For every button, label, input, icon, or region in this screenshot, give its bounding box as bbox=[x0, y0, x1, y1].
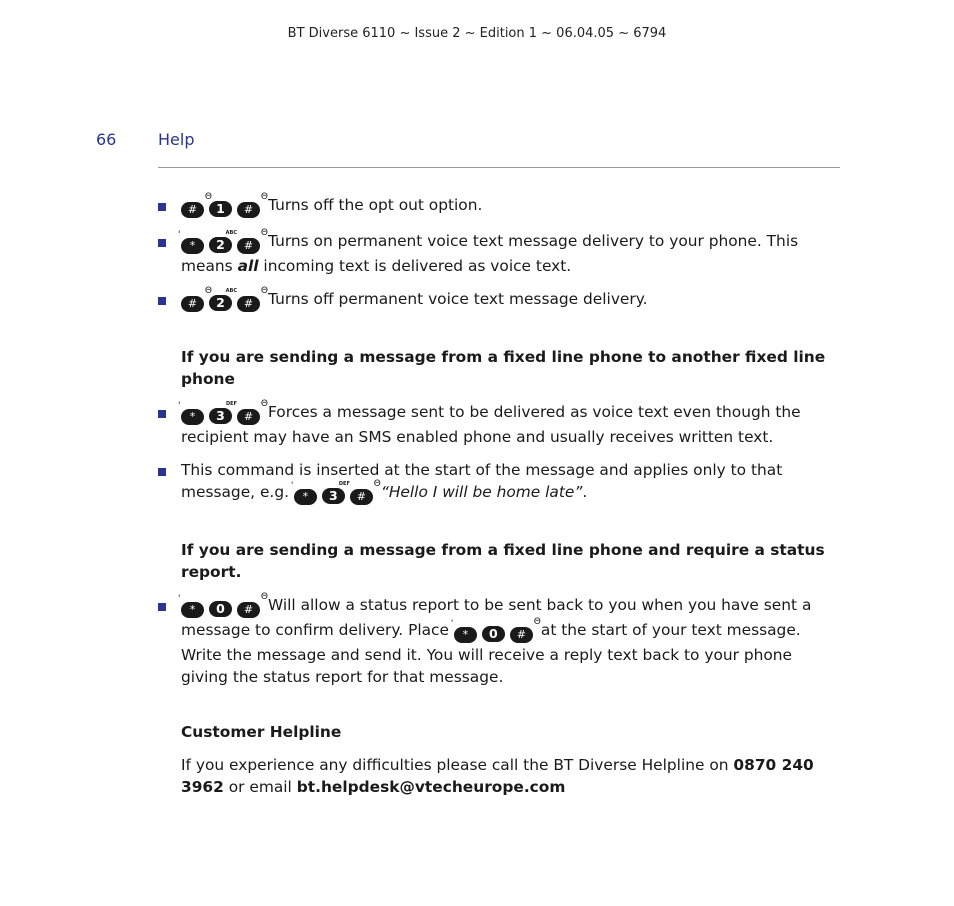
def-letters: DEF bbox=[226, 401, 237, 407]
zero-key-icon: 0 bbox=[209, 601, 232, 617]
abc-letters: ABC bbox=[225, 288, 237, 294]
bullet-text-continued: incoming text is delivered as voice text. bbox=[263, 257, 572, 275]
key-sequence bbox=[178, 228, 268, 255]
hash-key-icon: # Θ bbox=[181, 296, 204, 312]
bullet-text-continued: at the start of your text message. Write the message and send it. You will receive a reply text back to your phone giving the status report for that message. bbox=[181, 621, 801, 686]
key-sequence bbox=[290, 479, 381, 506]
key-sequence bbox=[181, 286, 268, 313]
hash-key-icon: # Θ bbox=[237, 409, 260, 425]
star-key-icon: ' * bbox=[181, 238, 204, 254]
heading-fixed-to-fixed: If you are sending a message from a fixed line phone to another fixed line phone bbox=[181, 348, 826, 388]
star-key-icon: ' * bbox=[181, 409, 204, 425]
help-content bbox=[178, 192, 843, 798]
emphasis-all: all bbox=[237, 257, 259, 275]
hash-key-icon: # Θ bbox=[510, 627, 533, 643]
key-sequence-inline bbox=[450, 617, 541, 644]
bullet-force-voice-text bbox=[178, 399, 843, 448]
star-key-icon: ' * bbox=[181, 602, 204, 618]
bullet-text: Turns on permanent voice text message delivery to your phone. This means bbox=[181, 232, 799, 275]
lock-mark-icon: Θ bbox=[204, 286, 212, 296]
one-key-icon: 1 bbox=[209, 201, 232, 217]
bullet-text: Turns off the opt out option. bbox=[268, 196, 483, 214]
lock-mark-icon: Θ bbox=[260, 286, 268, 296]
bullet-voice-text-on bbox=[178, 228, 843, 277]
bullet-command-example bbox=[181, 459, 843, 506]
star-key-icon: ' * bbox=[294, 489, 317, 505]
section-title: Help bbox=[158, 130, 195, 149]
hash-key-icon: # Θ bbox=[181, 202, 204, 218]
key-sequence bbox=[178, 592, 268, 619]
document-info-header: BT Diverse 6110 ~ Issue 2 ~ Edition 1 ~ 06.04.05 ~ 6794 bbox=[287, 26, 667, 41]
star-key-icon: ' * bbox=[454, 627, 477, 643]
two-key-icon: 2 ABC bbox=[209, 295, 232, 311]
def-letters: DEF bbox=[338, 481, 350, 487]
helpline-email: bt.helpdesk@vtecheurope.com bbox=[296, 778, 566, 796]
bullet-text: Forces a message sent to be delivered as voice text even though the recipient may have an SMS enabled phone and usually receives written text. bbox=[181, 403, 801, 446]
zero-key-icon: 0 bbox=[482, 626, 505, 642]
abc-letters: ABC bbox=[225, 230, 237, 236]
lock-mark-icon: Θ bbox=[204, 192, 212, 202]
lock-mark-icon: Θ bbox=[260, 592, 268, 602]
heading-customer-helpline: Customer Helpline bbox=[181, 723, 342, 741]
hash-key-icon: # Θ bbox=[350, 489, 373, 505]
helpline-text-continued: or email bbox=[228, 778, 292, 796]
quote-mark-icon: ' bbox=[178, 594, 181, 604]
example-message: “Hello I will be home late” bbox=[380, 483, 583, 501]
bullet-status-report bbox=[178, 592, 843, 688]
hash-key-icon: # Θ bbox=[237, 202, 260, 218]
two-key-icon: 2 ABC bbox=[209, 237, 232, 253]
helpline-text: If you experience any difficulties please call the BT Diverse Helpline on bbox=[181, 756, 729, 774]
bullet-text: This command is inserted at the start of the message and applies only to that message, e.g. bbox=[181, 461, 783, 501]
key-sequence bbox=[178, 399, 268, 426]
helpline-phone: 0870 240 3962 bbox=[181, 756, 814, 796]
quote-mark-icon: ' bbox=[178, 230, 181, 240]
lock-mark-icon: Θ bbox=[260, 228, 268, 238]
bullet-opt-out-off bbox=[181, 194, 843, 219]
quote-mark-icon: ' bbox=[178, 401, 181, 411]
hash-key-icon: # Θ bbox=[237, 296, 260, 312]
header-divider bbox=[158, 167, 840, 168]
hash-key-icon: # Θ bbox=[237, 238, 260, 254]
key-sequence bbox=[181, 192, 268, 219]
bullet-text: Turns off permanent voice text message delivery. bbox=[268, 290, 648, 308]
three-key-icon: 3 DEF bbox=[209, 408, 232, 424]
quote-mark-icon: ' bbox=[290, 481, 294, 491]
bullet-text: Will allow a status report to be sent back to you when you have sent a message to confirm delivery. Place bbox=[181, 596, 812, 639]
page-number: 66 bbox=[96, 130, 117, 149]
hash-key-icon: # Θ bbox=[237, 602, 260, 618]
heading-status-report: If you are sending a message from a fixed line phone and require a status report. bbox=[181, 541, 825, 581]
bullet-voice-text-off bbox=[181, 288, 843, 313]
quote-mark-icon: ' bbox=[450, 619, 454, 629]
bullet-end: . bbox=[582, 483, 588, 501]
helpline-paragraph bbox=[181, 754, 843, 798]
lock-mark-icon: Θ bbox=[373, 479, 381, 489]
lock-mark-icon: Θ bbox=[260, 192, 268, 202]
three-key-icon: 3 DEF bbox=[322, 488, 345, 504]
lock-mark-icon: Θ bbox=[260, 399, 268, 409]
lock-mark-icon: Θ bbox=[533, 617, 541, 627]
